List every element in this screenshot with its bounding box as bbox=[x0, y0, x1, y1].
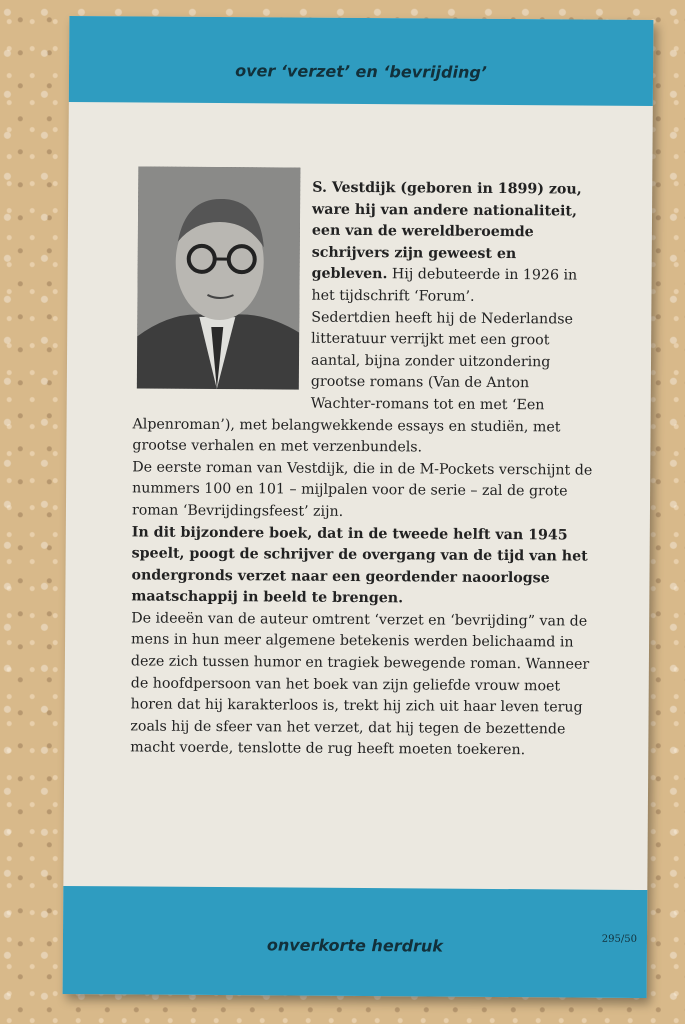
blurb-paragraph-4: In dit bijzondere boek, dat in de tweede helft van 1945 speelt, poogt de schrijver de overgang van de tijd van het ondergronds verzet naar een geordender naoorlogse maatschappij in beeld te brengen. bbox=[131, 523, 588, 607]
blurb-paragraph-5: De ideeën van de auteur omtrent ‘verzet en ‘bevrijding” van de mens in hun meer algemene betekenis werden belichaamd in deze zich tussen humor en tragiek bewegende roman. Wanneer de hoofdpersoon van het boek van zijn geliefde vrouw moet horen dat hij karakterloos is, trekt hij zich uit haar leven terug zoals hij de sfeer van het verzet, dat hij tegen de bezettende macht voerde, tenslotte de rug heeft moeten toekeren. bbox=[130, 610, 590, 759]
top-title: over ‘verzet’ en ‘bevrijding’ bbox=[235, 61, 487, 82]
blurb-paragraph-3: De eerste roman van Vestdijk, die in de M-Pockets verschijnt de nummers 100 en 101 – mijlpalen voor de serie – zal de grote roman ‘Bevrijdingsfeest’ zijn. bbox=[131, 459, 593, 520]
blurb-paragraph-2: Sedertdien heeft hij de Nederlandse litteratuur verrijkt met een groot aantal, bijna zonder uitzondering grootse romans (Van de Anton Wachter-romans tot en met ‘Een Alpenroman’), met belangwekkende essays en studiën, met grootse verhalen en met verzenbundels. bbox=[132, 309, 574, 456]
bottom-title: onverkorte herdruk bbox=[266, 935, 444, 956]
blurb-p1-rest: Hij debuteerde in 1926 in het tijdschrift ‘Forum’. bbox=[311, 266, 578, 305]
top-band bbox=[69, 16, 654, 106]
series-code: 295/50 bbox=[601, 933, 638, 945]
blurb-text bbox=[130, 176, 594, 762]
photo-spacer bbox=[133, 176, 313, 409]
book-back-cover bbox=[63, 16, 654, 998]
bottom-band bbox=[63, 886, 648, 998]
blurb-p1-bold: S. Vestdijk (geboren in 1899) zou, ware hij van andere nationaliteit, een van de wereldberoemde schrijvers zijn geweest en gebleven. bbox=[311, 179, 582, 283]
